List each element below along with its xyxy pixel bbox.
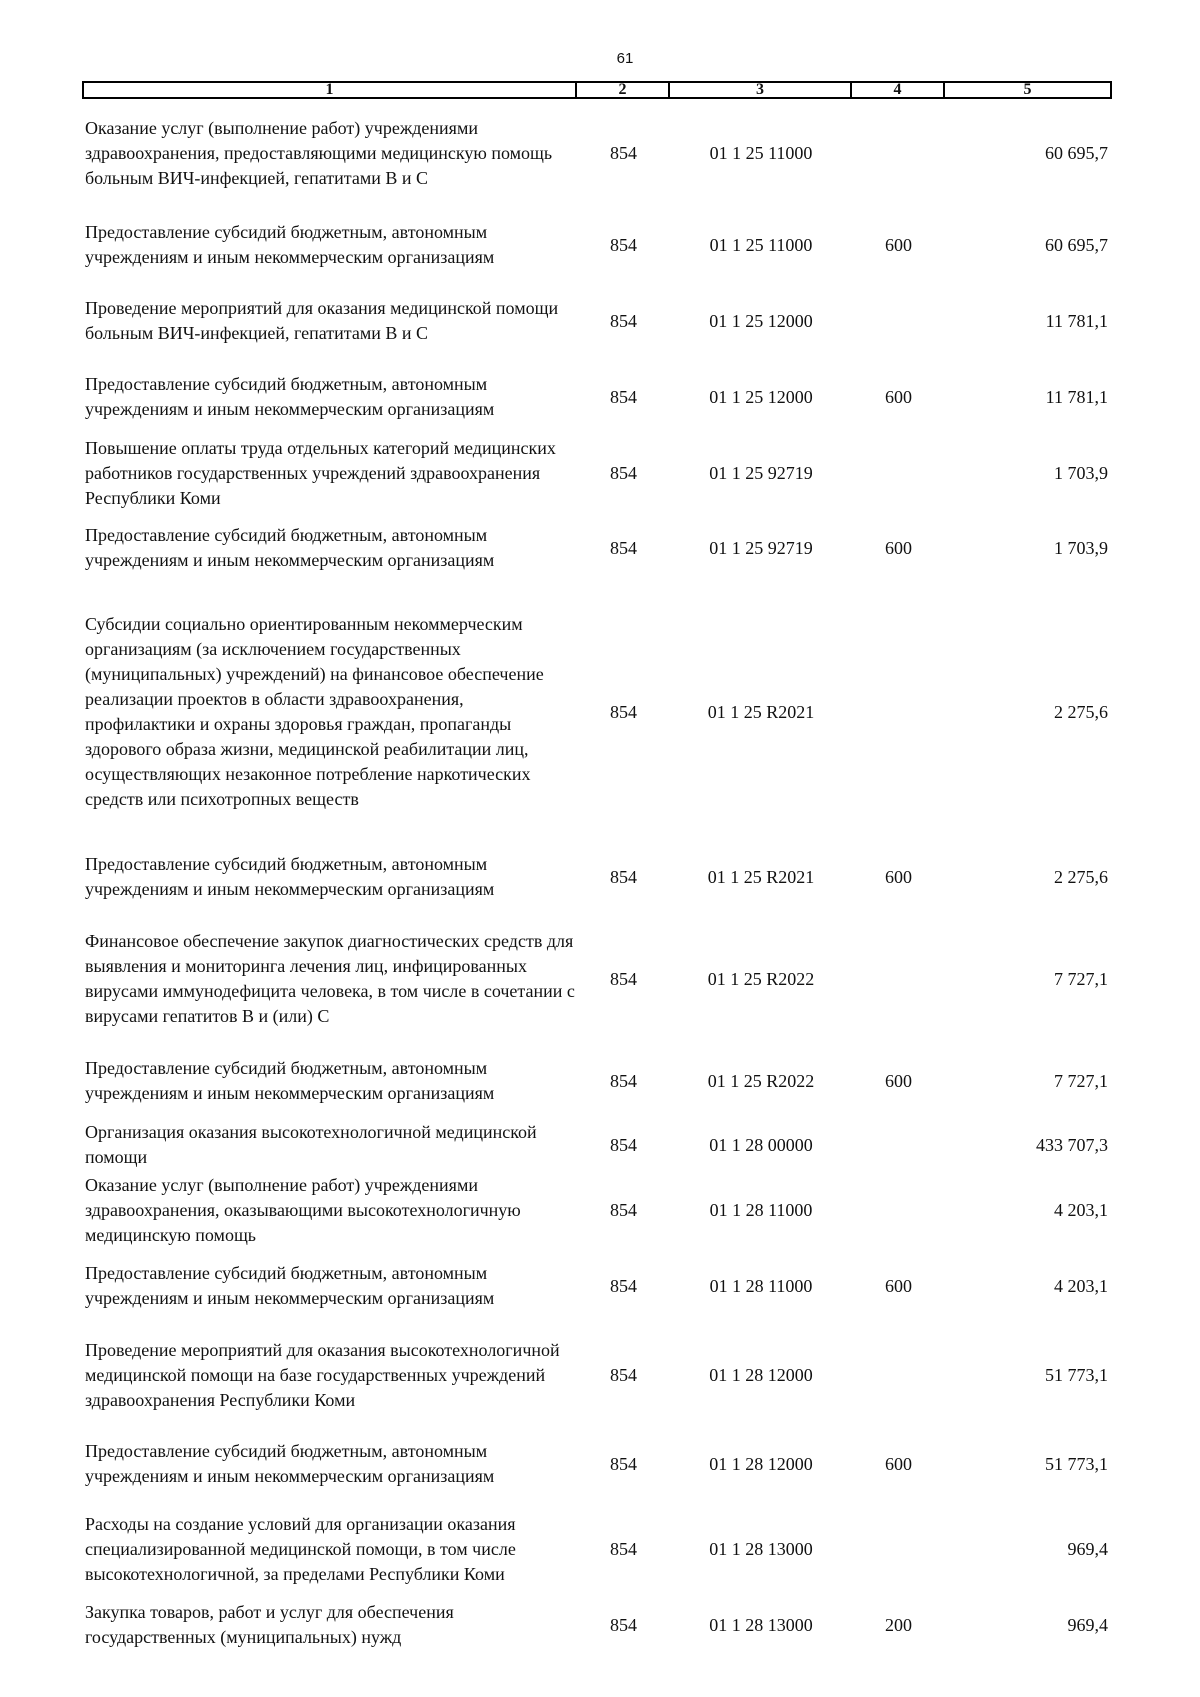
row-ved: 854 bbox=[610, 866, 637, 887]
page-number: 61 bbox=[616, 50, 634, 67]
row-sum: 1 703,9 bbox=[1054, 537, 1108, 558]
table-row bbox=[82, 914, 1112, 1044]
row-sum: 2 275,6 bbox=[1054, 866, 1108, 887]
table-row bbox=[82, 370, 1112, 424]
row-name: Предоставление субсидий бюджетным, автономным учреждениям и иным некоммерческим организациям bbox=[85, 1441, 495, 1486]
table-row bbox=[82, 218, 1112, 272]
row-ved: 854 bbox=[610, 968, 637, 989]
column-header-5: 5 bbox=[1023, 81, 1032, 98]
table-row bbox=[82, 1437, 1112, 1491]
row-csr: 01 1 25 92719 bbox=[709, 537, 813, 558]
row-ved: 854 bbox=[610, 386, 637, 407]
row-vr: 200 bbox=[885, 1614, 912, 1635]
row-csr: 01 1 28 12000 bbox=[709, 1364, 813, 1385]
row-sum: 60 695,7 bbox=[1045, 234, 1108, 255]
table-row bbox=[82, 521, 1112, 575]
row-vr: 600 bbox=[885, 537, 912, 558]
row-csr: 01 1 28 13000 bbox=[709, 1538, 813, 1559]
row-csr: 01 1 28 11000 bbox=[709, 1199, 813, 1220]
row-sum: 11 781,1 bbox=[1045, 310, 1108, 331]
row-name: Повышение оплаты труда отдельных категорий медицинских работников государственных учреждений здравоохранения Республики Коми bbox=[85, 437, 556, 508]
row-ved: 854 bbox=[610, 1275, 637, 1296]
row-name: Расходы на создание условий для организации оказания специализированной медицинской помощи, в том числе высокотехнологичной, за пределами Республики Коми bbox=[85, 1513, 516, 1584]
row-sum: 1 703,9 bbox=[1054, 462, 1108, 483]
row-sum: 7 727,1 bbox=[1054, 1070, 1108, 1091]
row-sum: 969,4 bbox=[1067, 1614, 1108, 1635]
table-row bbox=[82, 1259, 1112, 1313]
row-csr: 01 1 28 00000 bbox=[709, 1134, 813, 1155]
row-vr: 600 bbox=[885, 1070, 912, 1091]
row-ved: 854 bbox=[610, 1199, 637, 1220]
table-row bbox=[82, 1509, 1112, 1589]
row-sum: 969,4 bbox=[1067, 1538, 1108, 1559]
row-vr: 600 bbox=[885, 386, 912, 407]
row-csr: 01 1 28 11000 bbox=[709, 1275, 813, 1296]
row-name: Предоставление субсидий бюджетным, автономным учреждениям и иным некоммерческим организациям bbox=[85, 854, 495, 899]
row-ved: 854 bbox=[610, 537, 637, 558]
table-row bbox=[82, 1322, 1112, 1428]
row-csr: 01 1 25 11000 bbox=[709, 234, 813, 255]
table-row bbox=[82, 1118, 1112, 1172]
column-header-3: 3 bbox=[670, 83, 852, 97]
row-sum: 4 203,1 bbox=[1054, 1199, 1108, 1220]
row-csr: 01 1 25 12000 bbox=[709, 386, 813, 407]
row-ved: 854 bbox=[610, 234, 637, 255]
table-row bbox=[82, 294, 1112, 348]
row-sum: 7 727,1 bbox=[1054, 968, 1108, 989]
row-name: Закупка товаров, работ и услуг для обеспечения государственных (муниципальных) нужд bbox=[85, 1602, 454, 1647]
row-csr: 01 1 28 12000 bbox=[709, 1453, 813, 1474]
row-csr: 01 1 25 R2022 bbox=[707, 1070, 815, 1091]
row-sum: 4 203,1 bbox=[1054, 1275, 1108, 1296]
row-name: Предоставление субсидий бюджетным, автономным учреждениям и иным некоммерческим организациям bbox=[85, 374, 495, 419]
row-csr: 01 1 25 R2022 bbox=[707, 968, 815, 989]
row-name: Проведение мероприятий для оказания высокотехнологичной медицинской помощи на базе государственных учреждений здравоохранения Республики Коми bbox=[85, 1339, 560, 1410]
row-name: Проведение мероприятий для оказания медицинской помощи больным ВИЧ-инфекцией, гепатитами В и С bbox=[85, 298, 559, 343]
row-ved: 854 bbox=[610, 310, 637, 331]
row-sum: 60 695,7 bbox=[1045, 142, 1108, 163]
row-csr: 01 1 25 12000 bbox=[709, 310, 813, 331]
row-ved: 854 bbox=[610, 1070, 637, 1091]
row-sum: 51 773,1 bbox=[1045, 1453, 1108, 1474]
table-row bbox=[82, 113, 1112, 193]
table-row bbox=[82, 597, 1112, 827]
column-header-2: 2 bbox=[577, 83, 670, 97]
row-name: Финансовое обеспечение закупок диагностических средств для выявления и мониторинга лечения лиц, инфицированных вирусами иммунодефицита человека, в том числе в сочетании с вирусами гепатитов В и (или) С bbox=[85, 931, 575, 1026]
table-row bbox=[82, 850, 1112, 904]
row-name: Субсидии социально ориентированным некоммерческим организациям (за исключением государственных (муниципальных) учреждений) на финансовое обеспечение реализации проектов в области здравоохранения, профилактики и охраны здоровья граждан, пропаганды здорового образа жизни, медицинской реабилитации лиц, осуществляющих незаконное потребление наркотических средств или психотропных веществ bbox=[85, 614, 544, 809]
row-vr: 600 bbox=[885, 866, 912, 887]
row-ved: 854 bbox=[610, 142, 637, 163]
row-name: Оказание услуг (выполнение работ) учреждениями здравоохранения, оказывающими высокотехнологичную медицинскую помощь bbox=[85, 1174, 521, 1245]
table-row bbox=[82, 1598, 1112, 1652]
row-csr: 01 1 28 13000 bbox=[709, 1614, 813, 1635]
row-ved: 854 bbox=[610, 701, 637, 722]
row-name: Предоставление субсидий бюджетным, автономным учреждениям и иным некоммерческим организациям bbox=[85, 525, 495, 570]
row-sum: 11 781,1 bbox=[1045, 386, 1108, 407]
row-vr: 600 bbox=[885, 1453, 912, 1474]
row-ved: 854 bbox=[610, 1614, 637, 1635]
row-vr: 600 bbox=[885, 1275, 912, 1296]
row-sum: 2 275,6 bbox=[1054, 701, 1108, 722]
table-row bbox=[82, 1054, 1112, 1108]
row-name: Предоставление субсидий бюджетным, автономным учреждениям и иным некоммерческим организациям bbox=[85, 1058, 495, 1103]
row-ved: 854 bbox=[610, 1364, 637, 1385]
row-name: Предоставление субсидий бюджетным, автономным учреждениям и иным некоммерческим организациям bbox=[85, 1263, 495, 1308]
row-csr: 01 1 25 R2021 bbox=[707, 701, 815, 722]
row-name: Предоставление субсидий бюджетным, автономным учреждениям и иным некоммерческим организациям bbox=[85, 222, 495, 267]
table-row bbox=[82, 1170, 1112, 1250]
row-vr: 600 bbox=[885, 234, 912, 255]
row-sum: 51 773,1 bbox=[1045, 1364, 1108, 1385]
row-csr: 01 1 25 R2021 bbox=[707, 866, 815, 887]
row-ved: 854 bbox=[610, 1134, 637, 1155]
row-ved: 854 bbox=[610, 1453, 637, 1474]
row-csr: 01 1 25 11000 bbox=[709, 142, 813, 163]
row-ved: 854 bbox=[610, 1538, 637, 1559]
row-name: Организация оказания высокотехнологичной медицинской помощи bbox=[85, 1122, 537, 1167]
column-header-4: 4 bbox=[852, 83, 945, 97]
row-csr: 01 1 25 92719 bbox=[709, 462, 813, 483]
table-row bbox=[82, 433, 1112, 513]
row-ved: 854 bbox=[610, 462, 637, 483]
column-header-1: 1 bbox=[84, 83, 577, 97]
row-name: Оказание услуг (выполнение работ) учреждениями здравоохранения, предоставляющими медицинскую помощь больным ВИЧ-инфекцией, гепатитами В и С bbox=[85, 117, 553, 188]
row-sum: 433 707,3 bbox=[1036, 1134, 1108, 1155]
